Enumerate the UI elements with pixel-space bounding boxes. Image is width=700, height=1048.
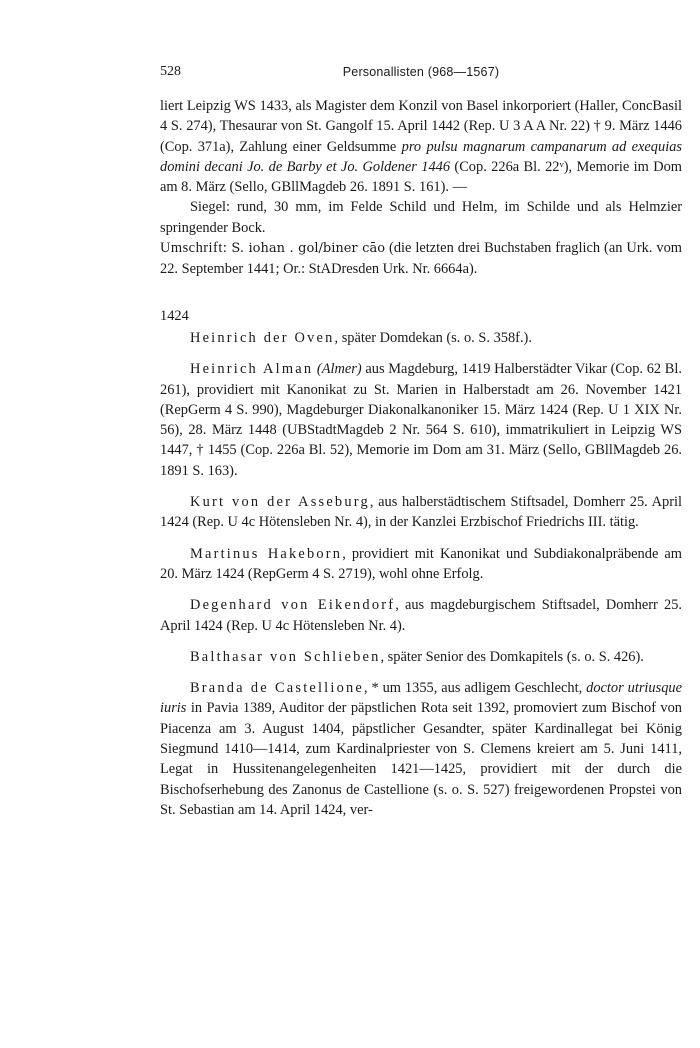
entry-text: , aus halberstädtischem Stiftsadel, Domherr 25. April 1424 (Rep. U 4c Hötensleben Nr. 4), in der Kanzlei Erzbischof Friedrichs III. tätig.	[160, 494, 682, 531]
name-variant: (Almer)	[316, 361, 362, 378]
entry-text: , später Senior des Domkapitels (s. o. S. 426).	[380, 648, 644, 665]
entry-text: , aus magdeburgischem Stiftsadel, Domherr 25. April 1424 (Rep. U 4c Hötensleben Nr. 4).	[160, 597, 682, 634]
entry-hakeborn	[160, 544, 682, 585]
inscription-legend: S. iohan . gol/biner cāo	[231, 241, 386, 257]
entry-text: in Pavia 1389, Auditor der päpstlichen Rota seit 1392, promoviert zum Bischof von Piacenza am 3. August 1404, päpstlicher Gesandter, später Kardinallegat bei König Siegmund 1410—1414, zum Kardinalpriester von S. Clemens kreiert am 5. Juni 1411, Legat in Hussitenangelegenheiten 1421—1425, providiert mit der durch die Bischofserhebung des Zanonus de Castellione (s. o. S. 527) freigewordenen Propstei von St. Sebastian am 14. April 1424, ver-	[160, 700, 682, 818]
running-head	[160, 60, 682, 82]
year-heading: 1424	[160, 307, 189, 324]
entry-schlieben	[160, 647, 682, 667]
entry-asseburg	[160, 492, 682, 533]
italic-degree: doctor utriusque iuris	[160, 680, 682, 717]
entry-eikendorf	[160, 595, 682, 636]
entry-branda	[160, 678, 682, 820]
paragraph-text: Siegel: rund, 30 mm, im Felde Schild und Helm, im Schilde und als Helmzier springender Bock.	[160, 199, 682, 236]
person-name: Heinrich Alman	[190, 361, 314, 378]
inscription-label: Umschrift:	[160, 240, 228, 257]
person-name: Heinrich der Oven	[190, 329, 335, 346]
entry-alman	[160, 359, 682, 481]
running-title: Personallisten (968—1567)	[342, 65, 500, 79]
entry-oven	[160, 328, 682, 348]
entry-text: , * um 1355, aus adligem Geschlecht,	[363, 680, 587, 697]
entry-text: aus Magdeburg, 1419 Halberstädter Vikar (Cop. 62 Bl. 261), providiert mit Kanonikat zu St. Marien in Halberstadt am 26. November 1421 (RepGerm 4 S. 990), Magdeburger Diakonalkanoniker 15. März 1424 (Rep. U 1 XIX Nr. 56), 28. März 1448 (UBStadtMagdeb 2 Nr. 564 S. 610), immatrikuliert in Leipzig WS 1447, † 1455 (Cop. 226a Bl. 52), Memorie im Dom am 31. März (Sello, GBllMagdeb 26. 1891 S. 163).	[160, 361, 682, 479]
paragraph-inscription	[160, 238, 682, 280]
paragraph-text: liert Leipzig WS 1433, als Magister dem Konzil von Basel inkorporiert (Haller, ConcBasil 4 S. 274), Thesaurar von St. Gangolf 15. April 1442 (Rep. U 3 A A Nr. 22) † 9. März 1446 (Cop. 371a), Zahlung einer Geldsumme	[160, 98, 682, 155]
entry-text: , später Domdekan (s. o. S. 358f.).	[334, 329, 532, 346]
paragraph-seal	[160, 197, 682, 238]
paragraph-text: (Cop. 226a Bl. 22ᵛ), Memorie im Dom am 8. März (Sello, GBllMagdeb 26. 1891 S. 161). —	[160, 158, 682, 196]
entry-text: , providiert mit Kanonikat und Subdiakonalpräbende am 20. März 1424 (RepGerm 4 S. 2719), wohl ohne Erfolg.	[160, 545, 682, 582]
person-name: Martinus Hakeborn	[190, 545, 343, 562]
page	[160, 60, 682, 820]
person-name: Degenhard von Eikendorf	[190, 597, 396, 614]
person-name: Branda de Castellione	[190, 680, 364, 697]
person-name: Balthasar von Schlieben	[190, 648, 381, 665]
italic-quote: pro pulsu magnarum campanarum ad exequias domini decani Jo. de Barby et Jo. Goldener 1446	[160, 138, 682, 175]
body-text	[160, 96, 682, 820]
paragraph-text: (die letzten drei Buchstaben fraglich (an Urk. vom 22. September 1441; Or.: StADresden Urk. Nr. 6664a).	[160, 240, 682, 278]
person-name: Kurt von der Asseburg	[190, 494, 370, 511]
paragraph-continued-entry	[160, 96, 682, 197]
page-number: 528	[160, 64, 181, 79]
